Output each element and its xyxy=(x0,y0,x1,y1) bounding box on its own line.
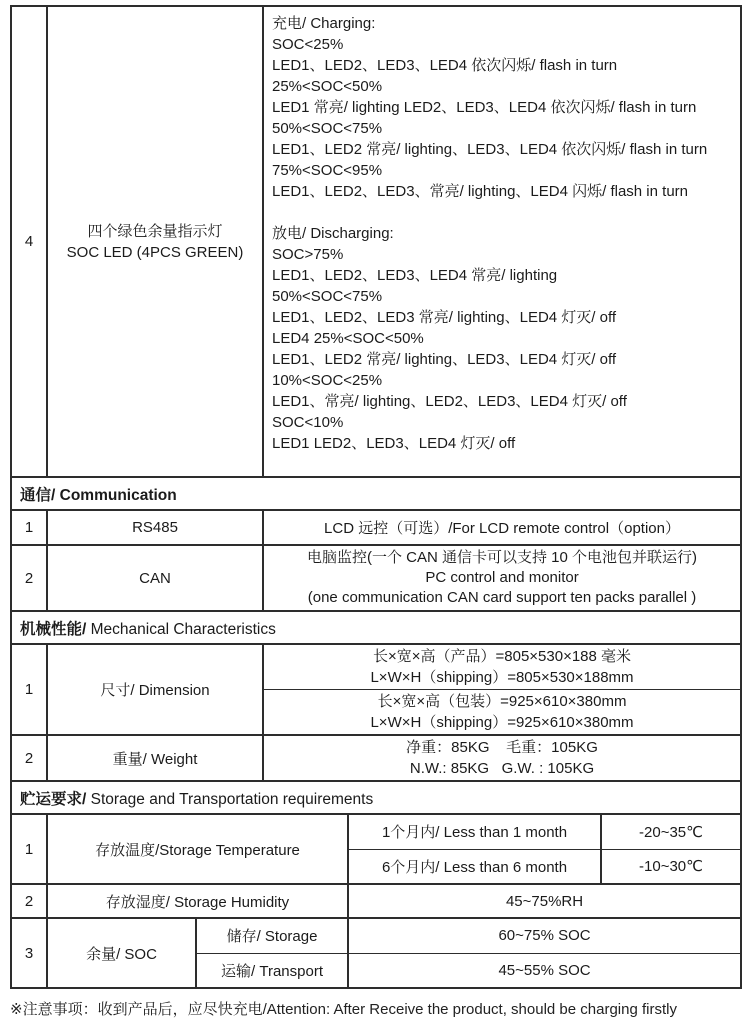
soc-condition: 储存/ Storage xyxy=(196,918,348,953)
led-state-line: LED4 25%<SOC<50% xyxy=(272,330,424,347)
dimension-line: L×W×H（shipping）=925×610×380mm xyxy=(370,714,634,731)
table-row xyxy=(11,884,741,918)
table-row xyxy=(11,545,741,611)
led-state-line: SOC>75% xyxy=(272,246,344,263)
row-number: 3 xyxy=(11,918,47,988)
table-row xyxy=(11,477,741,510)
section-title-cn: 机械性能/ xyxy=(20,620,87,638)
row-number: 2 xyxy=(11,884,47,918)
soc-condition: 运输/ Transport xyxy=(196,953,348,988)
param-name-storage-temperature: 存放温度/Storage Temperature xyxy=(47,814,348,884)
param-value-led-states xyxy=(263,6,741,477)
param-name-can: CAN xyxy=(47,545,263,611)
section-title-en: Communication xyxy=(55,486,177,504)
led-state-line: 50%<SOC<75% xyxy=(272,120,383,137)
table-row xyxy=(11,611,741,644)
table-row xyxy=(11,814,741,849)
param-name-soc-led xyxy=(47,6,263,477)
led-state-line: LED1、LED2、LED3、LED4 依次闪烁/ flash in turn xyxy=(272,57,618,74)
param-value-dimension-packing xyxy=(263,690,741,736)
led-state-line: 充电/ Charging: xyxy=(272,15,376,32)
led-state-line: LED1、常亮/ lighting、LED2、LED3、LED4 灯灭/ off xyxy=(272,393,627,410)
soc-value: 45~55% SOC xyxy=(348,953,741,988)
temp-value: -10~30℃ xyxy=(601,849,741,884)
soc-value: 60~75% SOC xyxy=(348,918,741,953)
section-header-storage xyxy=(11,781,741,814)
led-state-line: SOC<10% xyxy=(272,414,344,431)
spec-table xyxy=(10,5,742,989)
param-name-en: SOC LED (4PCS GREEN) xyxy=(66,243,244,261)
led-state-line: LED1、LED2、LED3 常亮/ lighting、LED4 灯灭/ off xyxy=(272,309,617,326)
spec-document-page xyxy=(0,5,750,1018)
row-number: 1 xyxy=(11,510,47,545)
led-state-line: 10%<SOC<25% xyxy=(272,372,383,389)
led-state-line: SOC<25% xyxy=(272,36,344,53)
led-state-line: 75%<SOC<95% xyxy=(272,162,383,179)
dimension-line: 长×宽×高（产品）=805×530×188 毫米 xyxy=(372,648,632,665)
table-row xyxy=(11,6,741,477)
can-value-line: PC control and monitor xyxy=(425,569,579,586)
led-state-line: 25%<SOC<50% xyxy=(272,78,383,95)
param-value-dimension-product xyxy=(263,644,741,690)
section-title-en: Mechanical Characteristics xyxy=(86,620,276,638)
can-value-line: (one communication CAN card support ten packs parallel ) xyxy=(307,589,697,606)
param-name-rs485: RS485 xyxy=(47,510,263,545)
led-state-line: 放电/ Discharging: xyxy=(272,225,394,242)
can-value-line: 电脑监控(一个 CAN 通信卡可以支持 10 个电池包并联运行) xyxy=(307,549,698,566)
row-number: 4 xyxy=(11,6,47,477)
led-state-line: LED1、LED2 常亮/ lighting、LED3、LED4 依次闪烁/ flash in turn xyxy=(272,141,708,158)
param-value-rs485: LCD 远控（可选）/For LCD remote control（option） xyxy=(263,510,741,545)
led-state-line: LED1、LED2 常亮/ lighting、LED3、LED4 灯灭/ off xyxy=(272,351,617,368)
led-state-line: LED1、LED2、LED3、常亮/ lighting、LED4 闪烁/ flash in turn xyxy=(272,183,689,200)
row-number: 2 xyxy=(11,545,47,611)
led-state-line: LED1 常亮/ lighting LED2、LED3、LED4 依次闪烁/ flash in turn xyxy=(272,99,697,116)
attention-note: ※注意事项：收到产品后，应尽快充电/Attention: After Receive the product, should be charging firstly xyxy=(10,1001,677,1018)
dimension-line: L×W×H（shipping）=805×530×188mm xyxy=(370,669,634,686)
led-state-line: LED1、LED2、LED3、LED4 常亮/ lighting xyxy=(272,267,558,284)
temp-condition: 6个月内/ Less than 6 month xyxy=(348,849,601,884)
section-header-communication xyxy=(11,477,741,510)
param-name-cn: 四个绿色余量指示灯 xyxy=(87,222,223,240)
led-state-line xyxy=(272,202,732,223)
table-row xyxy=(11,918,741,953)
param-name-weight: 重量/ Weight xyxy=(47,735,263,781)
table-row xyxy=(11,735,741,781)
weight-line: 净重：85KG 毛重：105KG xyxy=(406,739,598,756)
table-row xyxy=(11,644,741,690)
section-title-en: Storage and Transportation requirements xyxy=(86,790,374,808)
led-state-line: LED1 LED2、LED3、LED4 灯灭/ off xyxy=(272,435,516,452)
row-number: 1 xyxy=(11,644,47,735)
param-value-weight xyxy=(263,735,741,781)
section-header-mechanical xyxy=(11,611,741,644)
param-name-storage-humidity: 存放湿度/ Storage Humidity xyxy=(47,884,348,918)
temp-condition: 1个月内/ Less than 1 month xyxy=(348,814,601,849)
table-row xyxy=(11,781,741,814)
section-title-cn: 通信/ xyxy=(20,486,56,504)
param-name-dimension: 尺寸/ Dimension xyxy=(47,644,263,735)
table-row xyxy=(11,510,741,545)
dimension-line: 长×宽×高（包装）=925×610×380mm xyxy=(377,693,627,710)
row-number: 1 xyxy=(11,814,47,884)
row-number: 2 xyxy=(11,735,47,781)
led-state-line: 50%<SOC<75% xyxy=(272,288,383,305)
weight-line: N.W.: 85KG G.W. : 105KG xyxy=(409,760,595,777)
temp-value: -20~35℃ xyxy=(601,814,741,849)
param-value-humidity: 45~75%RH xyxy=(348,884,741,918)
param-value-can xyxy=(263,545,741,611)
section-title-cn: 贮运要求/ xyxy=(20,790,87,808)
param-name-soc: 余量/ SOC xyxy=(47,918,196,988)
